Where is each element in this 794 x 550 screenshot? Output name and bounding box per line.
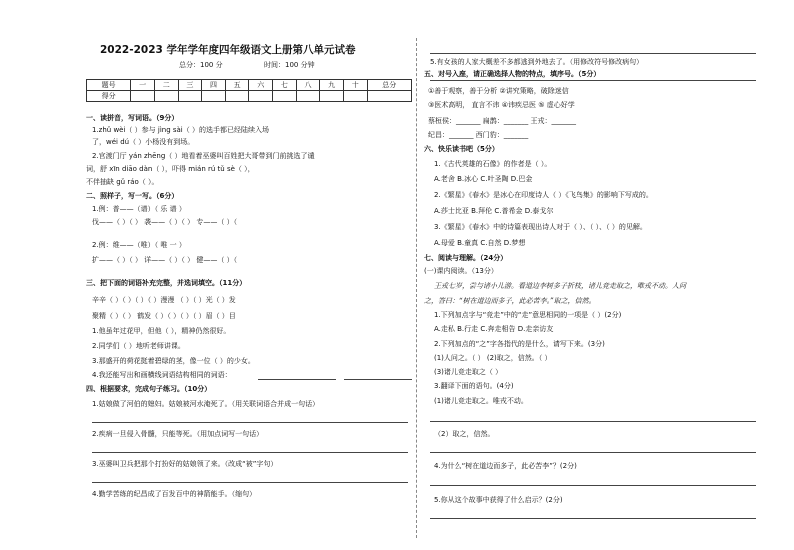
score-cell: 五	[225, 80, 249, 91]
section-5-title: 五、对号入座，请正确选择人物的特点，填序号。（5分）	[424, 70, 601, 78]
question-line: 2.《繁星》《春水》是冰心在印度诗人（ ）《飞鸟集》的影响下写成的。	[434, 191, 653, 199]
score-cell: 一	[131, 80, 155, 91]
score-cell: 四	[202, 80, 226, 91]
score-cell: 八	[296, 80, 320, 91]
score-input-cell[interactable]	[320, 91, 344, 102]
question-line: 3.《繁星》《春水》中的诗篇表现出诗人对于（ ）、（ ）、（ ）的见解。	[434, 223, 647, 231]
exam-total: 总分：100 分	[179, 61, 223, 69]
question-line: 2.疾病一旦侵入骨髓，只能等死。（用加点词写一句话）	[92, 430, 264, 438]
question-line: 5.你从这个故事中获得了什么启示？(2分)	[434, 496, 563, 504]
section-2-title: 二、照样子，写一写。（6分）	[86, 192, 179, 200]
score-input-cell[interactable]	[343, 91, 367, 102]
score-input-cell[interactable]	[273, 91, 297, 102]
question-line: 2.官渡门厅 yán zhēng（ ）地看着巫婆叫百姓把大哥带到门前挑选了谴	[92, 152, 315, 160]
score-input-cell[interactable]	[367, 91, 411, 102]
section-3-title: 三、把下面的词语补充完整，并选词填空。（11分）	[86, 279, 247, 287]
option-line: A.老舍 B.冰心 C.叶圣陶 D.巴金	[434, 175, 533, 183]
answer-line[interactable]	[430, 452, 756, 453]
column-divider	[416, 38, 417, 538]
question-line: 1.zhǔ wèi（ ）参与 jìng sài（ ）的选手都已经陆续入场	[92, 126, 269, 134]
score-cell: 七	[273, 80, 297, 91]
section-7-title: 七、阅读与理解。（24分）	[424, 254, 508, 262]
subsection-title: (一)课内阅读。（13分）	[424, 267, 498, 275]
question-line: 词，舒 xīn diāo dàn（ ），吓得 mián rú tǔ sè（ ），	[86, 165, 255, 173]
fill-line: 纪昌：_______ 西门豹：_______	[428, 131, 529, 139]
question-line: 3.翻译下面的语句。(4分)	[434, 382, 514, 390]
score-input-cell[interactable]	[202, 91, 226, 102]
score-table	[86, 79, 412, 102]
option-line: ③医术高明， 直言不讳 ④讳疾忌医 ⑤ 虚心好学	[428, 101, 575, 109]
answer-line[interactable]	[92, 482, 408, 483]
question-line: (3)诸儿竞走取之（ ）	[434, 368, 503, 376]
question-line: 聚精（ ）（ ） 鹤发（ ）（ ）（ ）（ ）眉（ ）目	[92, 312, 236, 320]
answer-line[interactable]	[344, 379, 412, 380]
question-line: 4.我还能写出和画横线词语结构相同的词语：	[92, 371, 232, 379]
question-line: 2.下列加点的“之”字各指代的是什么，请写下来。(3分)	[434, 340, 605, 348]
answer-line[interactable]	[92, 422, 408, 423]
left-column	[86, 0, 412, 550]
score-cell: 十	[343, 80, 367, 91]
option-line: A.母爱 B.童真 C.自然 D.梦想	[434, 239, 526, 247]
score-cell: 二	[154, 80, 178, 91]
question-line: 1.《古代英雄的石像》的作者是（ ）。	[434, 160, 552, 168]
question-line: 3.那盛开的荷花挺着碧绿的茎，像一位（ ）的少女。	[92, 357, 255, 365]
score-input-cell[interactable]	[296, 91, 320, 102]
score-input-cell[interactable]	[131, 91, 155, 102]
option-line: A.莎士比亚 B.拜伦 C.普希金 D.泰戈尔	[434, 207, 554, 215]
question-line: 伐——（ ）（ ） 袭——（ ）（ ） 专——（ ）（	[92, 218, 238, 226]
question-line: 1.例：普——（谱）（ 乐 谱 ）	[92, 205, 186, 213]
answer-line[interactable]	[430, 485, 756, 486]
exam-time: 时间：100 分钟	[264, 61, 315, 69]
score-cell: 九	[320, 80, 344, 91]
question-line: 1.下列加点字与“竞走”中的“走”意思相同的一项是（ ）(2分)	[434, 311, 622, 319]
question-line: 扩——（ ）（ ） 详——（ ）（ ） 健——（ ）（	[92, 256, 238, 264]
score-cell: 得分	[87, 91, 131, 102]
score-input-cell[interactable]	[178, 91, 202, 102]
answer-line[interactable]	[92, 452, 408, 453]
option-line: ①善于观察，善于分析 ②讲究策略，破除迷信	[428, 87, 569, 95]
question-line: 5.有女孩的人家大概差不多都逃到外地去了。（用修改符号修改病句）	[430, 58, 644, 66]
fill-line: 蔡桓侯：_______ 扁鹊：_______ 王戎：_______	[428, 117, 576, 125]
score-cell: 题号	[87, 80, 131, 91]
question-line: 1.他虽年过花甲，但他（ ），精神仍然很好。	[92, 327, 231, 335]
right-column	[424, 0, 760, 550]
question-line: （2）取之，信然。	[434, 430, 495, 438]
score-input-cell[interactable]	[154, 91, 178, 102]
passage-line: 王戎七岁，尝与诸小儿游。看道边李树多子折枝，诸儿竞走取之，唯戎不动。人问	[434, 282, 686, 290]
section-6-title: 六、快乐读书吧（5分）	[424, 145, 499, 153]
question-line: 不伴抽缺 gǔ ráo（ ）。	[86, 178, 159, 186]
score-table-header-row	[87, 80, 412, 91]
answer-line[interactable]	[258, 379, 336, 380]
question-line: 2.同学们（ ）地听老师讲课。	[92, 342, 185, 350]
question-line: 4.勤学苦练的纪昌成了百发百中的神箭能手。（缩句）	[92, 490, 257, 498]
score-cell: 六	[249, 80, 273, 91]
question-line: 3.巫婆叫卫兵把那个打扮好的姑娘领了来。（改成“被”字句）	[92, 460, 278, 468]
passage-line: 之，答曰：“树在道边而多子，此必苦李。”取之，信然。	[424, 297, 596, 305]
answer-line[interactable]	[430, 53, 756, 54]
answer-line[interactable]	[430, 80, 756, 81]
question-line: 了，wéi dú（ ）小杨没有到场。	[92, 138, 195, 146]
question-line: 2.例：维——（唯）（ 唯 一 ）	[92, 241, 186, 249]
score-cell: 三	[178, 80, 202, 91]
answer-line[interactable]	[430, 518, 756, 519]
score-table-score-row	[87, 91, 412, 102]
question-line: 4.为什么“树在道边而多子，此必苦李”？(2分)	[434, 462, 577, 470]
option-line: A.走私 B.行走 C.奔走相告 D.走亲访友	[434, 325, 554, 333]
question-line: (1)人问之。（ ） (2)取之，信然。（ ）	[434, 354, 552, 362]
section-4-title: 四、根据要求，完成句子练习。（10分）	[86, 385, 212, 393]
answer-line[interactable]	[430, 421, 756, 422]
score-cell: 总分	[367, 80, 411, 91]
score-input-cell[interactable]	[225, 91, 249, 102]
question-line: 1.姑娘做了河伯的媳妇。姑娘被河水淹死了。（用关联词语合并成一句话）	[92, 400, 320, 408]
score-input-cell[interactable]	[249, 91, 273, 102]
question-line: 辛辛（ ）（ ）（ ）（ ）漫漫 （ ）（ ）光（ ）发	[92, 296, 236, 304]
exam-title: 2022-2023 学年学年度四年级语文上册第八单元试卷	[100, 44, 356, 56]
question-line: (1)诸儿竞走取之。唯戎不动。	[434, 397, 528, 405]
section-1-title: 一、读拼音，写词语。（9分）	[86, 114, 179, 122]
